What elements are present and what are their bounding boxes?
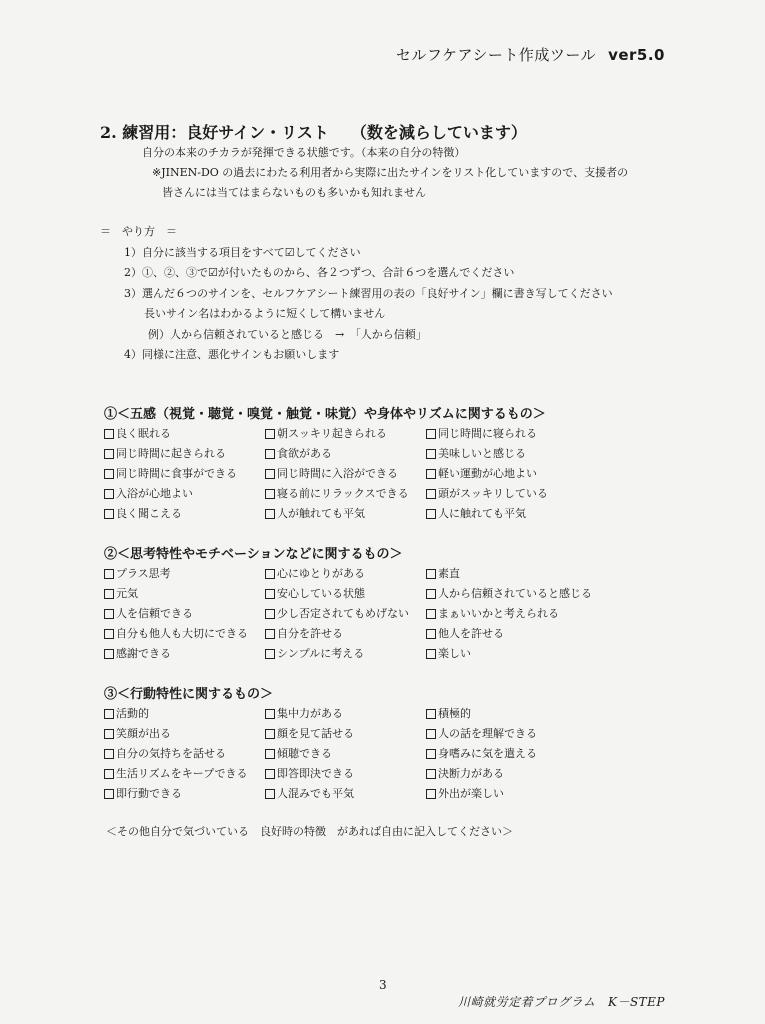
- checkbox[interactable]: [426, 769, 436, 779]
- checklist-row: [104, 624, 616, 644]
- checklist-item[interactable]: [426, 604, 616, 624]
- item-label: 素直: [438, 567, 460, 580]
- checkbox[interactable]: [104, 729, 114, 739]
- item-label: 同じ時間に入浴ができる: [277, 467, 398, 480]
- checklist-item[interactable]: [104, 484, 265, 504]
- item-label: 良く眠れる: [116, 427, 171, 440]
- header-title: セルフケアシート作成ツール: [395, 46, 597, 64]
- checklist-item[interactable]: [265, 424, 426, 444]
- checklist-item[interactable]: [265, 744, 426, 764]
- checkbox[interactable]: [265, 509, 275, 519]
- checkbox[interactable]: [426, 489, 436, 499]
- checkbox[interactable]: [426, 749, 436, 759]
- checklist-item[interactable]: [426, 724, 616, 744]
- page-number: 3: [379, 978, 387, 992]
- header-version: ver5.0: [608, 46, 665, 64]
- method-step: 2）①、②、③で☑が付いたものから、各２つずつ、合計６つを選んでください: [124, 266, 515, 279]
- checkbox[interactable]: [426, 569, 436, 579]
- checkbox[interactable]: [426, 789, 436, 799]
- intro-line: 自分の本来のチカラが発揮できる状態です。（本来の自分の特徴）: [142, 146, 466, 159]
- item-label: 即答即決できる: [277, 767, 354, 780]
- method-step: 1）自分に該当する項目をすべて☑してください: [124, 245, 361, 259]
- checkbox[interactable]: [426, 709, 436, 719]
- checkbox[interactable]: [104, 749, 114, 759]
- item-label: 他人を許せる: [438, 627, 504, 640]
- section-intro: [142, 143, 628, 203]
- item-label: 人の話を理解できる: [438, 727, 537, 740]
- checklist-row: [104, 564, 616, 584]
- checkbox[interactable]: [426, 449, 436, 459]
- item-label: 傾聴できる: [277, 747, 332, 760]
- checklist-item[interactable]: [104, 764, 265, 784]
- checklist-item[interactable]: [426, 444, 616, 464]
- checklist-item[interactable]: [265, 464, 426, 484]
- checkbox[interactable]: [426, 509, 436, 519]
- checklist-row: [104, 604, 616, 624]
- checklist-item[interactable]: [265, 504, 426, 524]
- intro-line: 皆さんには当てはまらないものも多いかも知れません: [162, 186, 426, 199]
- checklist-item[interactable]: [265, 604, 426, 624]
- checkbox[interactable]: [265, 709, 275, 719]
- checklist-item[interactable]: [104, 704, 265, 724]
- checkbox[interactable]: [265, 609, 275, 619]
- item-label: 寝る前にリラックスできる: [277, 487, 409, 500]
- checkbox[interactable]: [265, 769, 275, 779]
- checkbox[interactable]: [265, 789, 275, 799]
- checklist-item[interactable]: [265, 704, 426, 724]
- checkbox[interactable]: [265, 629, 275, 639]
- item-label: 積極的: [438, 707, 471, 720]
- item-label: 活動的: [116, 707, 149, 720]
- checklist-senses: [104, 424, 616, 524]
- checkbox[interactable]: [104, 649, 114, 659]
- item-label: 同じ時間に寝られる: [438, 427, 537, 440]
- checklist-item[interactable]: [426, 464, 616, 484]
- checklist-item[interactable]: [426, 704, 616, 724]
- checklist-item[interactable]: [426, 764, 616, 784]
- checklist-item[interactable]: [426, 564, 616, 584]
- item-label: 良く聞こえる: [116, 507, 182, 520]
- item-label: まぁいいかと考えられる: [438, 607, 559, 620]
- other-notes-prompt: ＜その他自分で気づいている 良好時の特徴 があれば自由に記入してください＞: [106, 825, 513, 838]
- item-label: 人が触れても平気: [277, 507, 365, 520]
- method-block: [100, 222, 613, 366]
- method-title: ＝ やり方 ＝: [100, 225, 177, 238]
- checklist-row: [104, 484, 616, 504]
- checkbox[interactable]: [104, 429, 114, 439]
- checklist-row: [104, 764, 616, 784]
- checklist-item[interactable]: [265, 764, 426, 784]
- checklist-item[interactable]: [265, 724, 426, 744]
- item-label: 自分を許せる: [277, 627, 343, 640]
- checklist-item[interactable]: [265, 644, 426, 664]
- checklist-item[interactable]: [104, 504, 265, 524]
- method-example: 例）人から信頼されていると感じる → 「人から信頼」: [148, 327, 427, 341]
- intro-line: ※JINEN-DO の過去にわたる利用者から実際に出たサインをリスト化していますので、支援者の: [152, 166, 629, 179]
- checkbox[interactable]: [104, 589, 114, 599]
- item-label: 美味しいと感じる: [438, 447, 526, 460]
- item-label: 人から信頼されていると感じる: [438, 587, 592, 600]
- checklist-item[interactable]: [104, 464, 265, 484]
- item-label: 生活リズムをキープできる: [116, 767, 248, 780]
- checkbox[interactable]: [265, 749, 275, 759]
- checkbox[interactable]: [265, 429, 275, 439]
- item-label: 心にゆとりがある: [277, 567, 365, 580]
- item-label: 元気: [116, 587, 138, 600]
- item-label: 自分の気持ちを話せる: [116, 747, 226, 760]
- checklist-item[interactable]: [426, 744, 616, 764]
- item-label: 食欲がある: [277, 447, 332, 460]
- item-label: 朝スッキリ起きられる: [277, 427, 387, 440]
- checklist-item[interactable]: [104, 784, 265, 804]
- item-label: シンプルに考える: [277, 647, 365, 660]
- item-label: 決断力がある: [438, 767, 504, 780]
- checklist-item[interactable]: [265, 624, 426, 644]
- item-label: 人に触れても平気: [438, 507, 526, 520]
- checklist-row: [104, 644, 616, 664]
- checklist-item[interactable]: [265, 444, 426, 464]
- page-header: [396, 44, 665, 65]
- checkbox[interactable]: [104, 709, 114, 719]
- item-label: 同じ時間に食事ができる: [116, 467, 237, 480]
- item-label: 人混みでも平気: [277, 787, 354, 800]
- checklist-thinking: [104, 564, 616, 664]
- checklist-item[interactable]: [426, 504, 616, 524]
- checklist-item[interactable]: [426, 584, 616, 604]
- section-heading: 2. 練習用：良好サイン・リスト: [100, 123, 329, 142]
- item-label: 楽しい: [438, 647, 471, 660]
- item-label: 人を信頼できる: [116, 607, 193, 620]
- checkbox[interactable]: [104, 509, 114, 519]
- item-label: 安心している状態: [277, 587, 365, 600]
- checkbox[interactable]: [265, 469, 275, 479]
- checkbox[interactable]: [104, 609, 114, 619]
- checkbox[interactable]: [104, 769, 114, 779]
- checkbox[interactable]: [426, 629, 436, 639]
- checklist-item[interactable]: [104, 424, 265, 444]
- checkbox[interactable]: [104, 629, 114, 639]
- checkbox[interactable]: [104, 569, 114, 579]
- checkbox[interactable]: [426, 729, 436, 739]
- checklist-row: [104, 784, 616, 804]
- section-title: [100, 120, 527, 143]
- checklist-item[interactable]: [104, 564, 265, 584]
- item-label: 軽い運動が心地よい: [438, 467, 537, 480]
- checklist-row: [104, 464, 616, 484]
- checklist-item[interactable]: [265, 784, 426, 804]
- checklist-behavior: [104, 704, 616, 804]
- checkbox[interactable]: [265, 489, 275, 499]
- checkbox[interactable]: [265, 589, 275, 599]
- checkbox[interactable]: [265, 649, 275, 659]
- checkbox[interactable]: [265, 729, 275, 739]
- item-label: 少し否定されてもめげない: [277, 607, 409, 620]
- section-note: （数を減らしています）: [350, 123, 527, 142]
- checkbox[interactable]: [265, 569, 275, 579]
- checklist-item[interactable]: [426, 624, 616, 644]
- method-step: 3）選んだ６つのサインを、セルフケアシート練習用の表の「良好サイン」欄に書き写してください: [124, 286, 613, 300]
- checkbox[interactable]: [426, 649, 436, 659]
- checklist-item[interactable]: [104, 644, 265, 664]
- checklist-item[interactable]: [104, 444, 265, 464]
- item-label: 同じ時間に起きられる: [116, 447, 226, 460]
- category-title-thinking: ②＜思考特性やモチベーションなどに関するもの＞: [104, 547, 403, 562]
- checkbox[interactable]: [426, 429, 436, 439]
- checklist-item[interactable]: [104, 624, 265, 644]
- category-title-behavior: ③＜行動特性に関するもの＞: [104, 687, 274, 702]
- checklist-row: [104, 504, 616, 524]
- checklist-item[interactable]: [426, 484, 616, 504]
- checkbox[interactable]: [426, 469, 436, 479]
- page-footer: 川崎就労定着プログラム K－STEP: [458, 995, 665, 1009]
- item-label: 外出が楽しい: [438, 787, 504, 800]
- checkbox[interactable]: [426, 609, 436, 619]
- checklist-item[interactable]: [104, 584, 265, 604]
- item-label: 笑顔が出る: [116, 727, 171, 740]
- checklist-item[interactable]: [104, 604, 265, 624]
- checklist-row: [104, 584, 616, 604]
- checklist-row: [104, 444, 616, 464]
- checklist-row: [104, 704, 616, 724]
- item-label: 頭がスッキリしている: [438, 487, 548, 500]
- checklist-item[interactable]: [265, 584, 426, 604]
- checklist-row: [104, 424, 616, 444]
- item-label: 集中力がある: [277, 707, 343, 720]
- item-label: 身嗜みに気を遣える: [438, 747, 537, 760]
- checkbox[interactable]: [104, 489, 114, 499]
- checklist-row: [104, 724, 616, 744]
- item-label: 入浴が心地よい: [116, 487, 193, 500]
- checklist-item[interactable]: [426, 644, 616, 664]
- checklist-item[interactable]: [265, 564, 426, 584]
- checkbox[interactable]: [265, 449, 275, 459]
- checklist-row: [104, 744, 616, 764]
- checklist-item[interactable]: [265, 484, 426, 504]
- checklist-item[interactable]: [426, 424, 616, 444]
- item-label: プラス思考: [116, 567, 171, 580]
- checkbox[interactable]: [104, 789, 114, 799]
- checklist-item[interactable]: [426, 784, 616, 804]
- method-step: 4）同様に注意、悪化サインもお願いします: [124, 348, 340, 361]
- item-label: 感謝できる: [116, 647, 171, 660]
- checkbox[interactable]: [104, 469, 114, 479]
- item-label: 自分も他人も大切にできる: [116, 627, 248, 640]
- category-title-senses: ①＜五感（視覚・聴覚・嗅覚・触覚・味覚）や身体やリズムに関するもの＞: [104, 407, 546, 422]
- item-label: 即行動できる: [116, 787, 182, 800]
- method-sub-note: 長いサイン名はわかるように短くして構いません: [144, 307, 386, 320]
- item-label: 顔を見て話せる: [277, 727, 354, 740]
- checkbox[interactable]: [104, 449, 114, 459]
- checklist-item[interactable]: [104, 724, 265, 744]
- checklist-item[interactable]: [104, 744, 265, 764]
- checkbox[interactable]: [426, 589, 436, 599]
